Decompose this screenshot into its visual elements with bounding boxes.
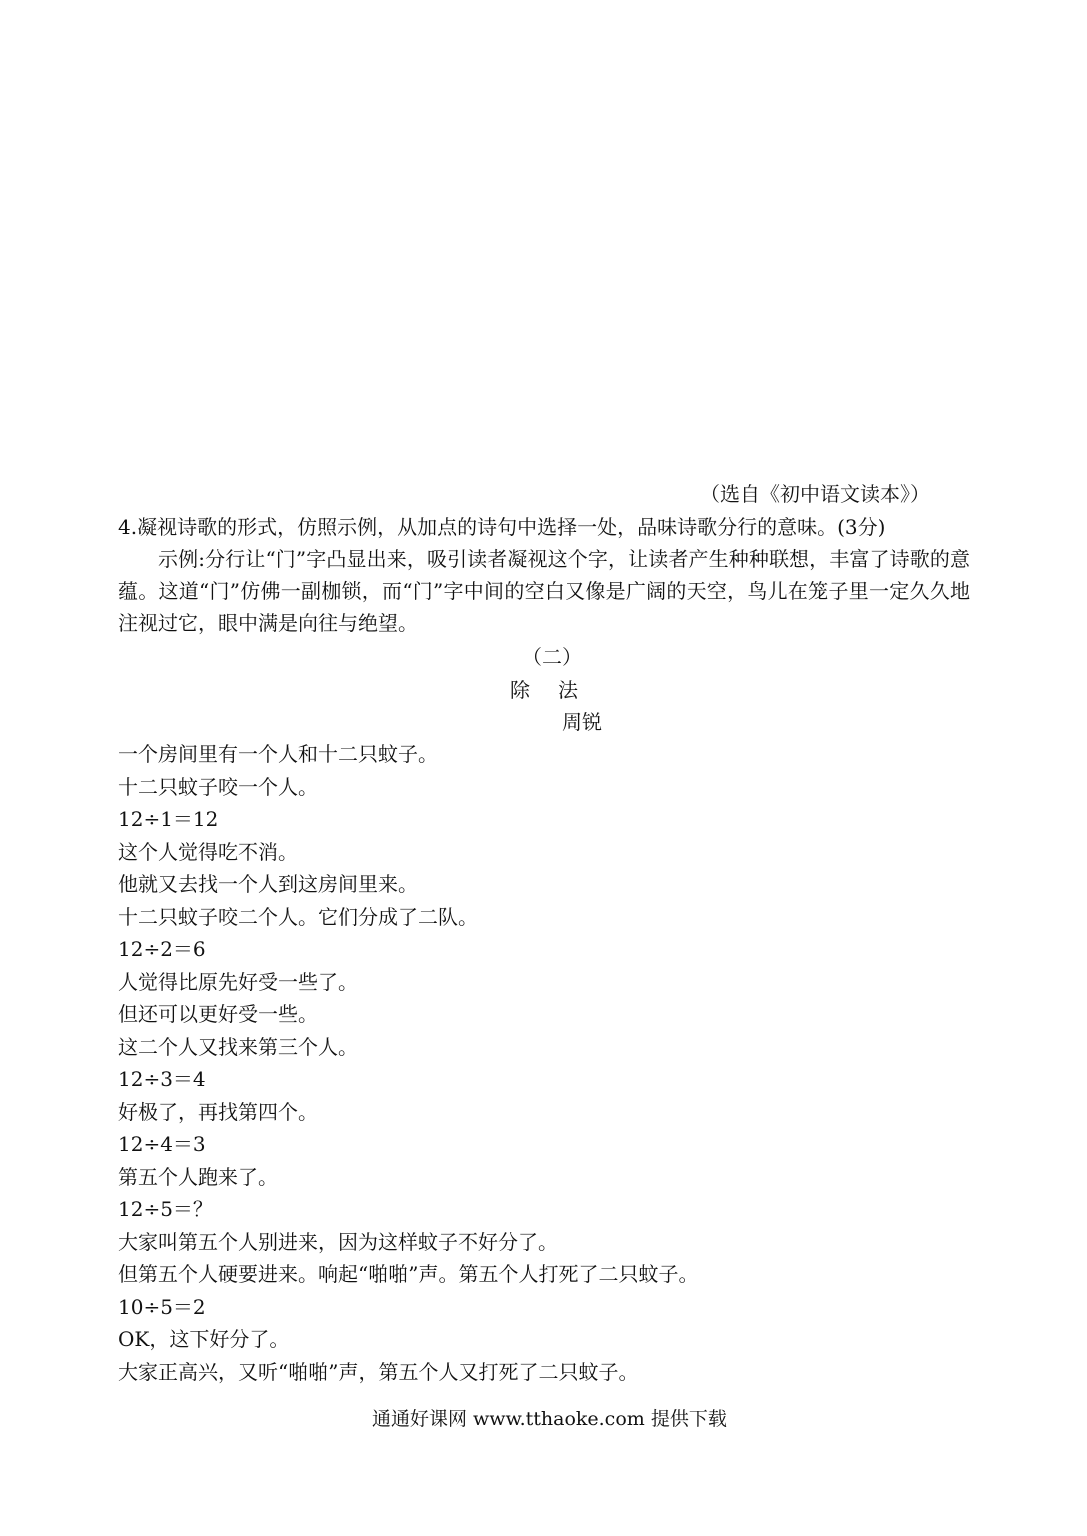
poem-line: 12÷5＝？	[118, 1197, 213, 1221]
poem-line: 12÷2＝6	[118, 937, 206, 961]
poem-line: 大家正高兴，又听“啪啪”声，第五个人又打死了二只蚊子。	[118, 1359, 639, 1384]
poem-line: 大家叫第五个人别进来，因为这样蚊子不好分了。	[118, 1229, 558, 1254]
poem-line: 12÷4＝3	[118, 1132, 206, 1156]
poem-line: 这二个人又找来第三个人。	[118, 1034, 358, 1059]
poem-title: 除法	[510, 678, 606, 702]
poem-line: 这个人觉得吃不消。	[118, 839, 298, 864]
poem-line: 但第五个人硬要进来。响起“啪啪”声。第五个人打死了二只蚊子。	[118, 1262, 699, 1286]
question-4: 4.凝视诗歌的形式，仿照示例，从加点的诗句中选择一处，品味诗歌分行的意味。(3分)	[118, 515, 886, 539]
poem-body	[118, 738, 698, 1388]
poem-line: OK，这下好分了。	[118, 1327, 290, 1351]
poem-line: 一个房间里有一个人和十二只蚊子。	[118, 742, 438, 766]
poem-line: 他就又去找一个人到这房间里来。	[118, 872, 418, 896]
poem-line: 人觉得比原先好受一些了。	[118, 969, 358, 994]
poem-line: 十二只蚊子咬一个人。	[118, 774, 318, 799]
poem-line: 但还可以更好受一些。	[118, 1002, 318, 1026]
section-label: （二）	[522, 645, 582, 669]
example-answer: 示例:分行让“门”字凸显出来，吸引读者凝视这个字，让读者产生种种联想，丰富了诗歌的意蕴。这道“门”仿佛一副枷锁，而“门”字中间的空白又像是广阔的天空，鸟儿在笼子里一定久久地注视过它，眼中满是向往与绝望。	[118, 547, 970, 635]
poem-author: 周锐	[562, 710, 602, 734]
poem-line: 第五个人跑来了。	[118, 1164, 278, 1189]
source-note: （选自《初中语文读本》）	[700, 482, 930, 506]
poem-line: 十二只蚊子咬二个人。它们分成了二队。	[118, 904, 478, 929]
poem-line: 好极了，再找第四个。	[118, 1099, 318, 1124]
poem-line: 12÷1＝12	[118, 807, 219, 831]
footer-watermark: 通通好课网 www.tthaoke.com 提供下载	[372, 1408, 727, 1430]
poem-line: 12÷3＝4	[118, 1067, 206, 1091]
poem-line: 10÷5＝2	[118, 1294, 206, 1319]
